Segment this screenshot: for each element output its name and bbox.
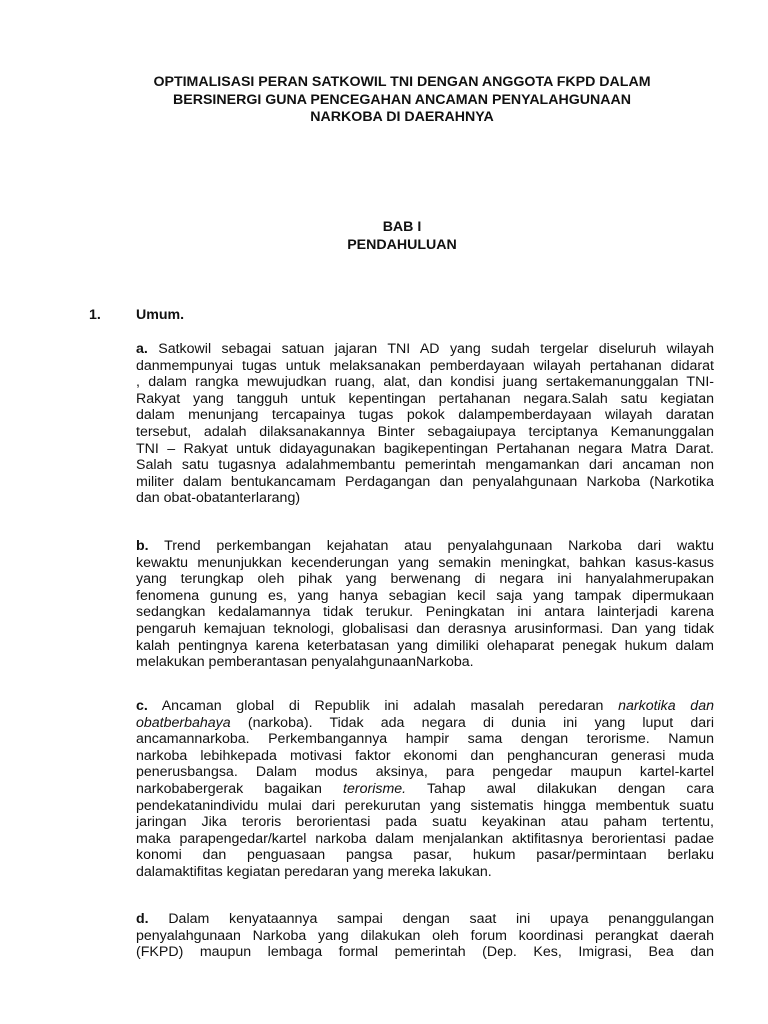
paragraph-line: Rakyat yang tangguh untuk kepentingan pertahanan negara.Salah satu kegiatan: [136, 390, 714, 407]
paragraph-line: (FKPD) maupun lembaga formal pemerintah (Dep. Kes, Imigrasi, Bea dan: [136, 944, 714, 961]
paragraph-line: tersebut, adalah dilaksanakannya Binter sebagaiupaya terciptanya Kemanunggalan: [136, 423, 714, 440]
title-line-3: NARKOBA DI DAERAHNYA: [310, 109, 494, 125]
document-title: [100, 74, 704, 127]
paragraph-line: melakukan pemberantasan penyalahgunaanNarkoba.: [136, 654, 474, 671]
paragraph-line: penyalahgunaan Narkoba yang dilakukan oleh forum koordinasi perangkat daerah: [136, 927, 714, 944]
paragraph-line: penerusbangsa. Dalam modus aksinya, para pengedar maupun kartel-kartel: [136, 764, 714, 781]
paragraph-line: dalamaktifitas kegiatan peredaran yang mereka lakukan.: [136, 863, 492, 880]
paragraph-line: TNI – Rakyat untuk didayagunakan bagikepentingan Pertahanan negara Matra Darat.: [136, 440, 714, 457]
paragraph-label: d.: [136, 911, 149, 927]
paragraph-line: b. Trend perkembangan kejahatan atau penyalahgunaan Narkoba dari waktu: [136, 538, 714, 554]
paragraph-line: pengaruh kemajuan teknologi, globalisasi dan derasnya arusinformasi. Dan yang tidak: [136, 620, 714, 637]
paragraph-line: konomi dan penguasaan pangsa pasar, hukum pasar/permintaan berlaku: [136, 847, 714, 864]
chapter-number: BAB I: [382, 219, 422, 235]
paragraph-d: [136, 911, 714, 961]
paragraph-line: , dalam rangka mewujudkan ruang, alat, dan kondisi juang sertakemanunggalan TNI-: [136, 374, 714, 391]
section-title: Umum.: [136, 307, 185, 323]
paragraph-line: militer dalam bentukancamam Perdagangan dan penyalahgunaan Narkoba (Narkotika: [136, 473, 714, 490]
paragraph-line: obatberbahaya (narkoba). Tidak ada negara di dunia ini yang luput dari: [136, 714, 714, 731]
title-line-1: OPTIMALISASI PERAN SATKOWIL TNI DENGAN ANGGOTA FKPD DALAM: [153, 74, 651, 90]
paragraph-line: dalam menunjang tercapainya tugas pokok dalampemberdayaan wilayah daratan: [136, 407, 714, 424]
paragraph-line: pendekatanindividu mulai dari perekurutan yang sistematis hingga membentuk suatu: [136, 797, 714, 814]
paragraph-label: c.: [136, 698, 148, 714]
paragraph-line: jaringan Jika teroris berorientasi pada suatu keyakinan atau paham tertentu,: [136, 814, 714, 831]
paragraph-a: [136, 341, 714, 507]
chapter-heading: [100, 219, 704, 254]
title-line-2: BERSINERGI GUNA PENCEGAHAN ANCAMAN PENYALAHGUNAAN: [173, 91, 631, 108]
paragraph-line: dan obat-obatanterlarang): [136, 490, 301, 507]
paragraph-line: narkoba lebihkepada motivasi faktor ekonomi dan penghancuran generasi muda: [136, 747, 714, 764]
paragraph-line: yang terungkap oleh pihak yang berwenang di negara ini hanyalahmerupakan: [136, 571, 714, 588]
paragraph-line: narkobabergerak bagaikan terorisme. Tahap awal dilakukan dengan cara: [136, 780, 714, 797]
paragraph-c: [136, 698, 714, 881]
paragraph-b: [136, 538, 714, 671]
chapter-name: PENDAHULUAN: [347, 236, 457, 253]
paragraph-line: ancamannarkoba. Perkembangannya hampir sama dengan terorisme. Namun: [136, 731, 714, 748]
paragraph-line: kewaktu menunjukkan kecenderungan yang semakin meningkat, bahkan kasus-kasus: [136, 554, 714, 571]
paragraph-line: maka parapengedar/kartel narkoba dalam menjalankan aktifitasnya berorientasi padae: [136, 830, 714, 847]
italic-phrase: narkotika dan: [618, 698, 714, 714]
paragraph-line: d. Dalam kenyataannya sampai dengan saat ini upaya penanggulangan: [136, 911, 714, 927]
paragraph-line: sedangkan kedalamannya tidak terukur. Peningkatan ini antara lainterjadi karena: [136, 604, 714, 621]
paragraph-line: danmempunyai tugas untuk melaksanakan pemberdayaan wilayah pertahanan didarat: [136, 357, 714, 374]
paragraph-line: kalah pentingnya karena keterbatasan yang dimiliki olehaparat penegak hukum dalam: [136, 637, 714, 654]
paragraph-line: fenomena gunung es, yang hanya sebagian kecil saja yang tampak dipermukaan: [136, 587, 714, 604]
paragraph-label: a.: [136, 341, 148, 357]
paragraph-label: b.: [136, 538, 149, 554]
paragraph-line: a. Satkowil sebagai satuan jajaran TNI AD yang sudah tergelar diseluruh wilayah: [136, 341, 714, 357]
section-number: 1.: [89, 307, 101, 323]
paragraph-line: Salah satu tugasnya adalahmembantu pemerintah mengamankan dari ancaman non: [136, 457, 714, 474]
paragraph-line: c. Ancaman global di Republik ini adalah masalah peredaran narkotika dan: [136, 698, 714, 714]
